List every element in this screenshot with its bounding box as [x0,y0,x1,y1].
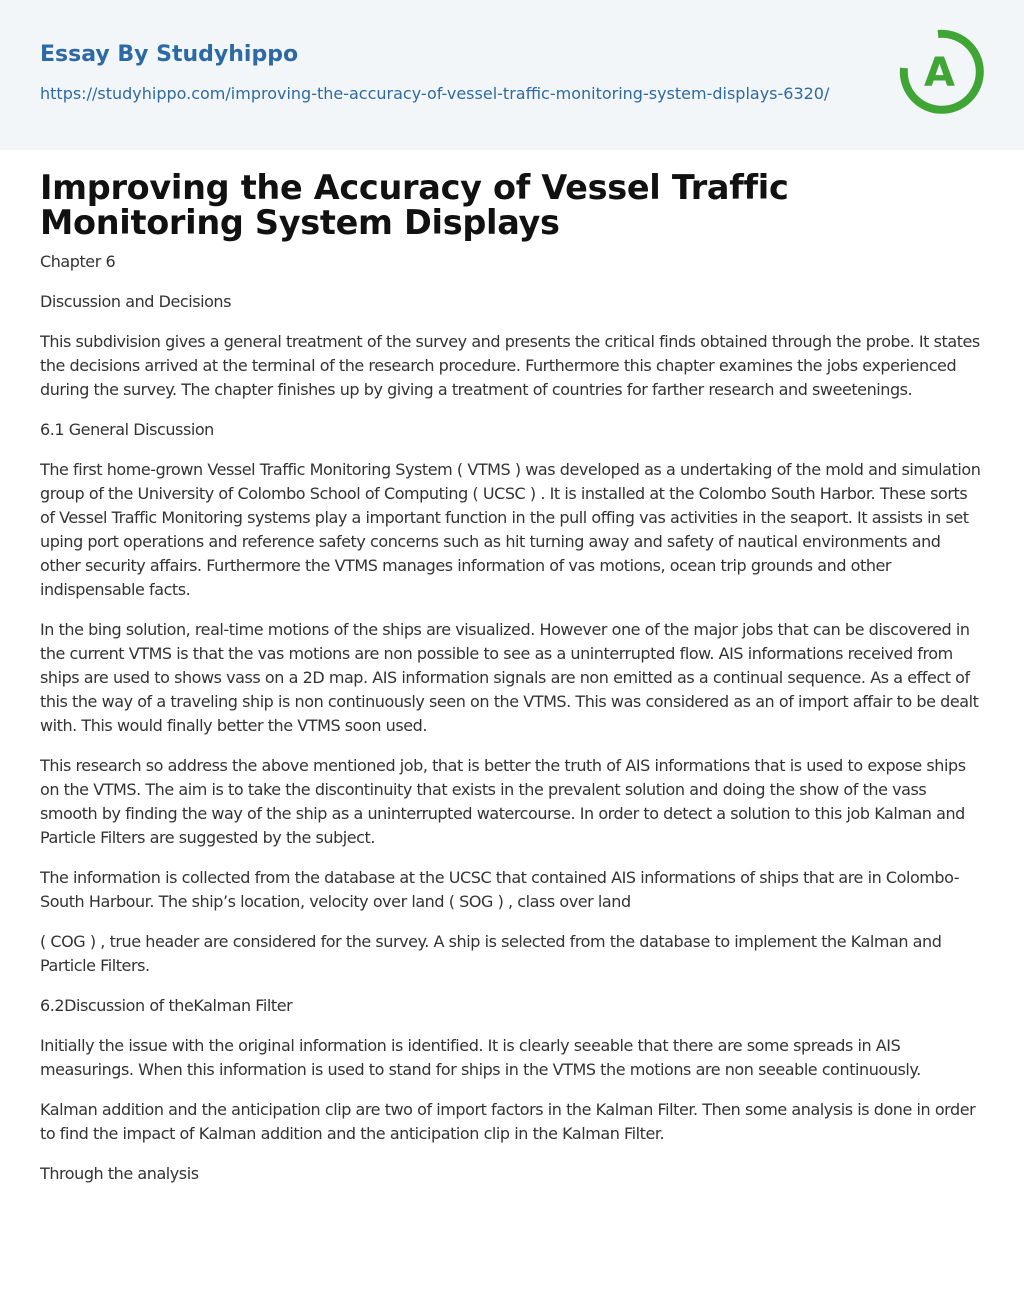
paragraph: The information is collected from the database at the UCSC that contained AIS informations of ships that are in Colombo-South Harbour. The ship’s location, velocity over land ( SOG ) , class over land [40,868,960,911]
article-title: Improving the Accuracy of Vessel Traffic Monitoring System Displays [40,168,789,242]
logo-letter: A [924,50,955,96]
site-header [0,0,1024,150]
essay-url-link[interactable]: https://studyhippo.com/improving-the-accuracy-of-vessel-traffic-monitoring-system-displays-6320/ [40,84,830,103]
section-heading: 6.1 General Discussion [40,420,214,439]
paragraph: In the bing solution, real-time motions of the ships are visualized. However one of the major jobs that can be discovered in the current VTMS is that the vas motions are non possible to see as a uninterrupted flow. AIS informations received from ships are used to shows vass on a 2D map. AIS information signals are non emitted as a continual sequence. As a effect of this the way of a traveling ship is non continuously seen on the VTMS. This was considered as an of import affair to be dealt with. This would finally better the VTMS soon used. [40,620,979,735]
section-heading: 6.2Discussion of theKalman Filter [40,996,293,1015]
paragraph: This subdivision gives a general treatment of the survey and presents the critical finds obtained through the probe. It states the decisions arrived at the terminal of the research procedure. Furthermore this chapter examines the jobs experienced during the survey. The chapter finishes up by giving a treatment of countries for farther research and sweetenings. [40,332,980,399]
brand-title[interactable]: Essay By Studyhippo [40,42,299,67]
paragraph: This research so address the above mentioned job, that is better the truth of AIS informations that is used to expose ships on the VTMS. The aim is to take the discontinuity that exists in the prevalent solution and doing the show of the vass smooth by finding the way of the ship as a uninterrupted watercourse. In order to detect a solution to this job Kalman and Particle Filters are suggested by the subject. [40,756,966,847]
paragraph: ( COG ) , true header are considered for the survey. A ship is selected from the database to implement the Kalman and Particle Filters. [40,932,942,975]
paragraph: Kalman addition and the anticipation clip are two of import factors in the Kalman Filter. Then some analysis is done in order to find the impact of Kalman addition and the anticipation clip in the Kalman Filter. [40,1100,976,1143]
chapter-label: Chapter 6 [40,252,116,271]
paragraph: Initially the issue with the original information is identified. It is clearly seeable that there are some spreads in AIS measurings. When this information is used to stand for ships in the VTMS the motions are non seeable continuously. [40,1036,921,1079]
paragraph: The first home-grown Vessel Traffic Monitoring System ( VTMS ) was developed as a undertaking of the mold and simulation group of the University of Colombo School of Computing ( UCSC ) . It is installed at the Colombo South Harbor. These sorts of Vessel Traffic Monitoring systems play a important function in the pull offing vas activities in the seaport. It assists in set uping port operations and reference safety concerns such as hit turning away and safety of nautical environments and other security affairs. Furthermore the VTMS manages information of vas motions, ocean trip grounds and other indispensable facts. [40,460,981,599]
section-heading: Discussion and Decisions [40,292,232,311]
article-body [0,150,1024,1186]
studyhippo-logo-icon[interactable] [898,28,986,116]
paragraph: Through the analysis [40,1164,199,1183]
